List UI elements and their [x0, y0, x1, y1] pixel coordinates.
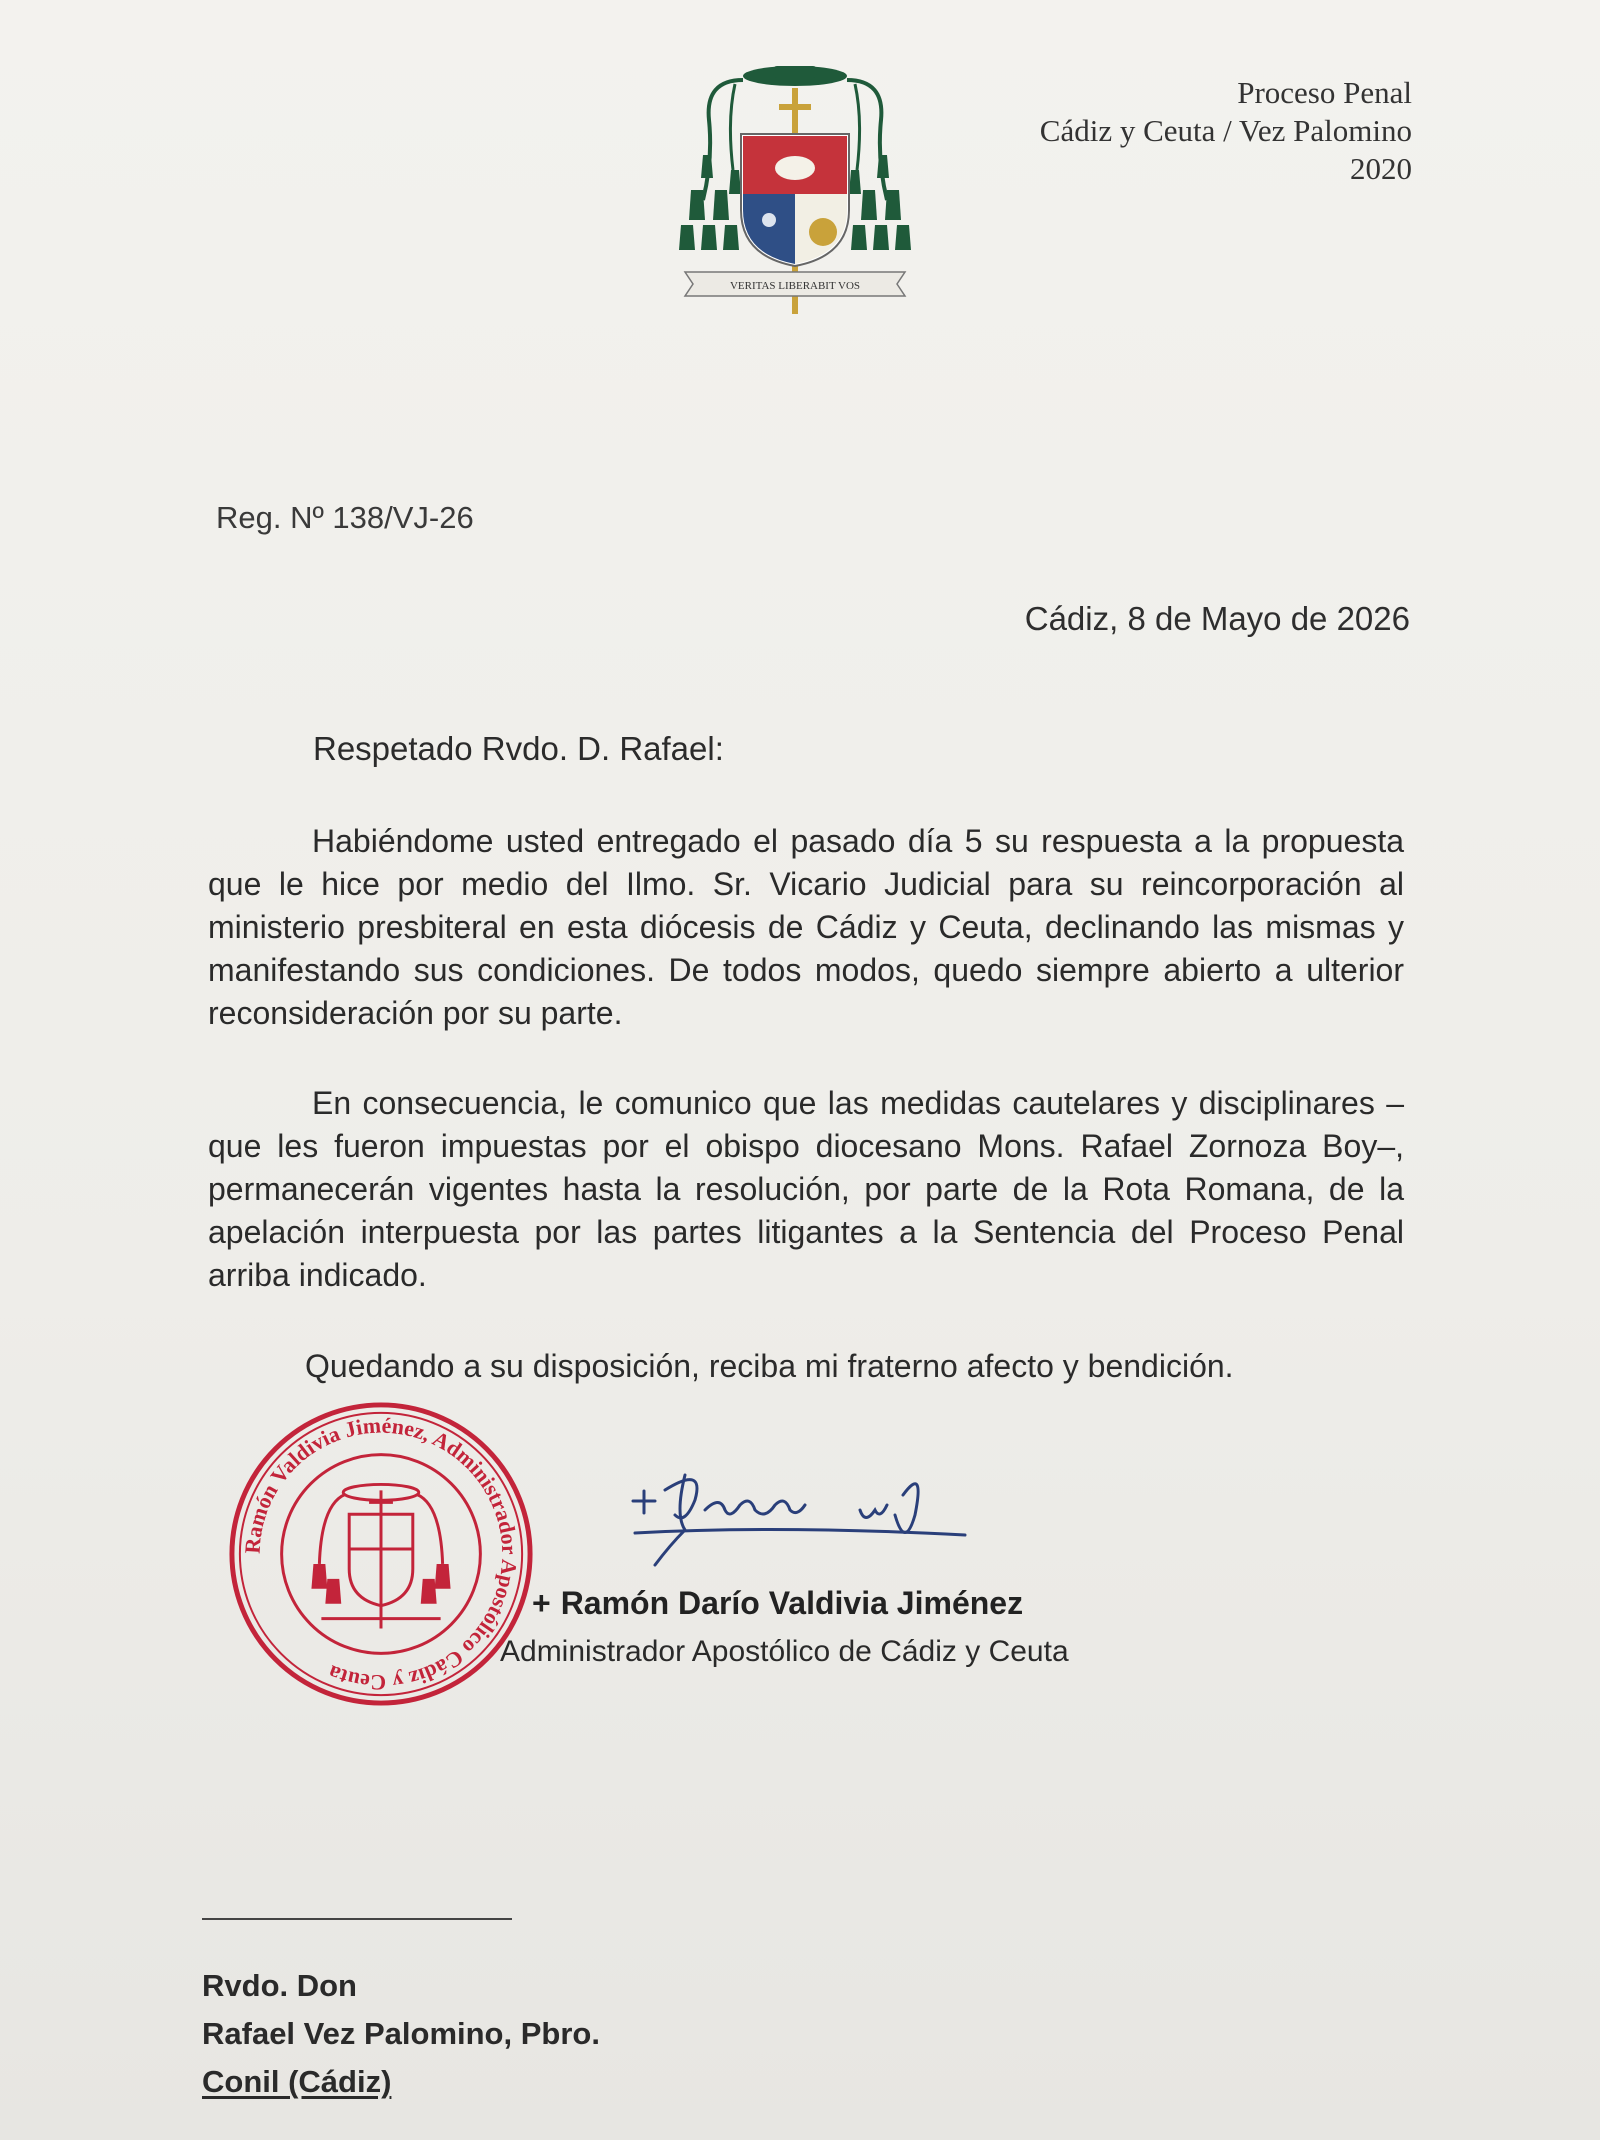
seal-text: Ramón Valdivia Jiménez, Administrador Apostólico Cádiz y Ceuta — [240, 1413, 522, 1695]
episcopal-coat-of-arms-icon — [675, 60, 915, 320]
divider-line — [202, 1918, 512, 1920]
register-number: Reg. Nº 138/VJ-26 — [216, 500, 474, 535]
place-date: Cádiz, 8 de Mayo de 2026 — [1024, 600, 1410, 637]
closing-line: Quedando a su disposición, reciba mi fraterno afecto y bendición. — [305, 1348, 1234, 1384]
recipient-block — [202, 1962, 600, 2106]
cross-icon: + — [532, 1585, 551, 1621]
case-reference — [1040, 74, 1412, 188]
crest-motto: VERITAS LIBERABIT VOS — [729, 280, 861, 292]
signer-title: Administrador Apostólico de Cádiz y Ceuta — [500, 1635, 1069, 1668]
recipient-line-3: Conil (Cádiz) — [202, 2064, 392, 2099]
signer-name-line — [532, 1585, 1023, 1622]
signer-name: Ramón Darío Valdivia Jiménez — [560, 1585, 1024, 1621]
recipient-line-2: Rafael Vez Palomino, Pbro. — [202, 2016, 600, 2051]
recipient-line-1: Rvdo. Don — [202, 1968, 357, 2003]
official-seal-stamp — [222, 1395, 540, 1713]
case-line-3: 2020 — [1350, 151, 1412, 186]
case-line-1: Proceso Penal — [1237, 75, 1412, 110]
case-line-2: Cádiz y Ceuta / Vez Palomino — [1039, 113, 1412, 148]
handwritten-signature — [625, 1455, 985, 1585]
body-paragraph-1: Habiéndome usted entregado el pasado día 5 su respuesta a la propuesta que le hice por medio del Ilmo. Sr. Vicario Judicial para su reincorporación al ministerio presbiteral en esta diócesis de Cádiz y Ceuta, declinando las mismas y manifestando sus condiciones. De todos modos, quedo siempre abierto a ulterior reconsideración por su parte. — [208, 823, 1404, 1031]
salutation: Respetado Rvdo. D. Rafael: — [313, 730, 724, 767]
body-paragraph-2: En consecuencia, le comunico que las medidas cautelares y disciplinares –que les fueron impuestas por el obispo diocesano Mons. Rafael Zornoza Boy–, permanecerán vigentes hasta la resolución, por parte de la Rota Romana, de la apelación interpuesta por las partes litigantes a la Sentencia del Proceso Penal arriba indicado. — [208, 1085, 1404, 1293]
